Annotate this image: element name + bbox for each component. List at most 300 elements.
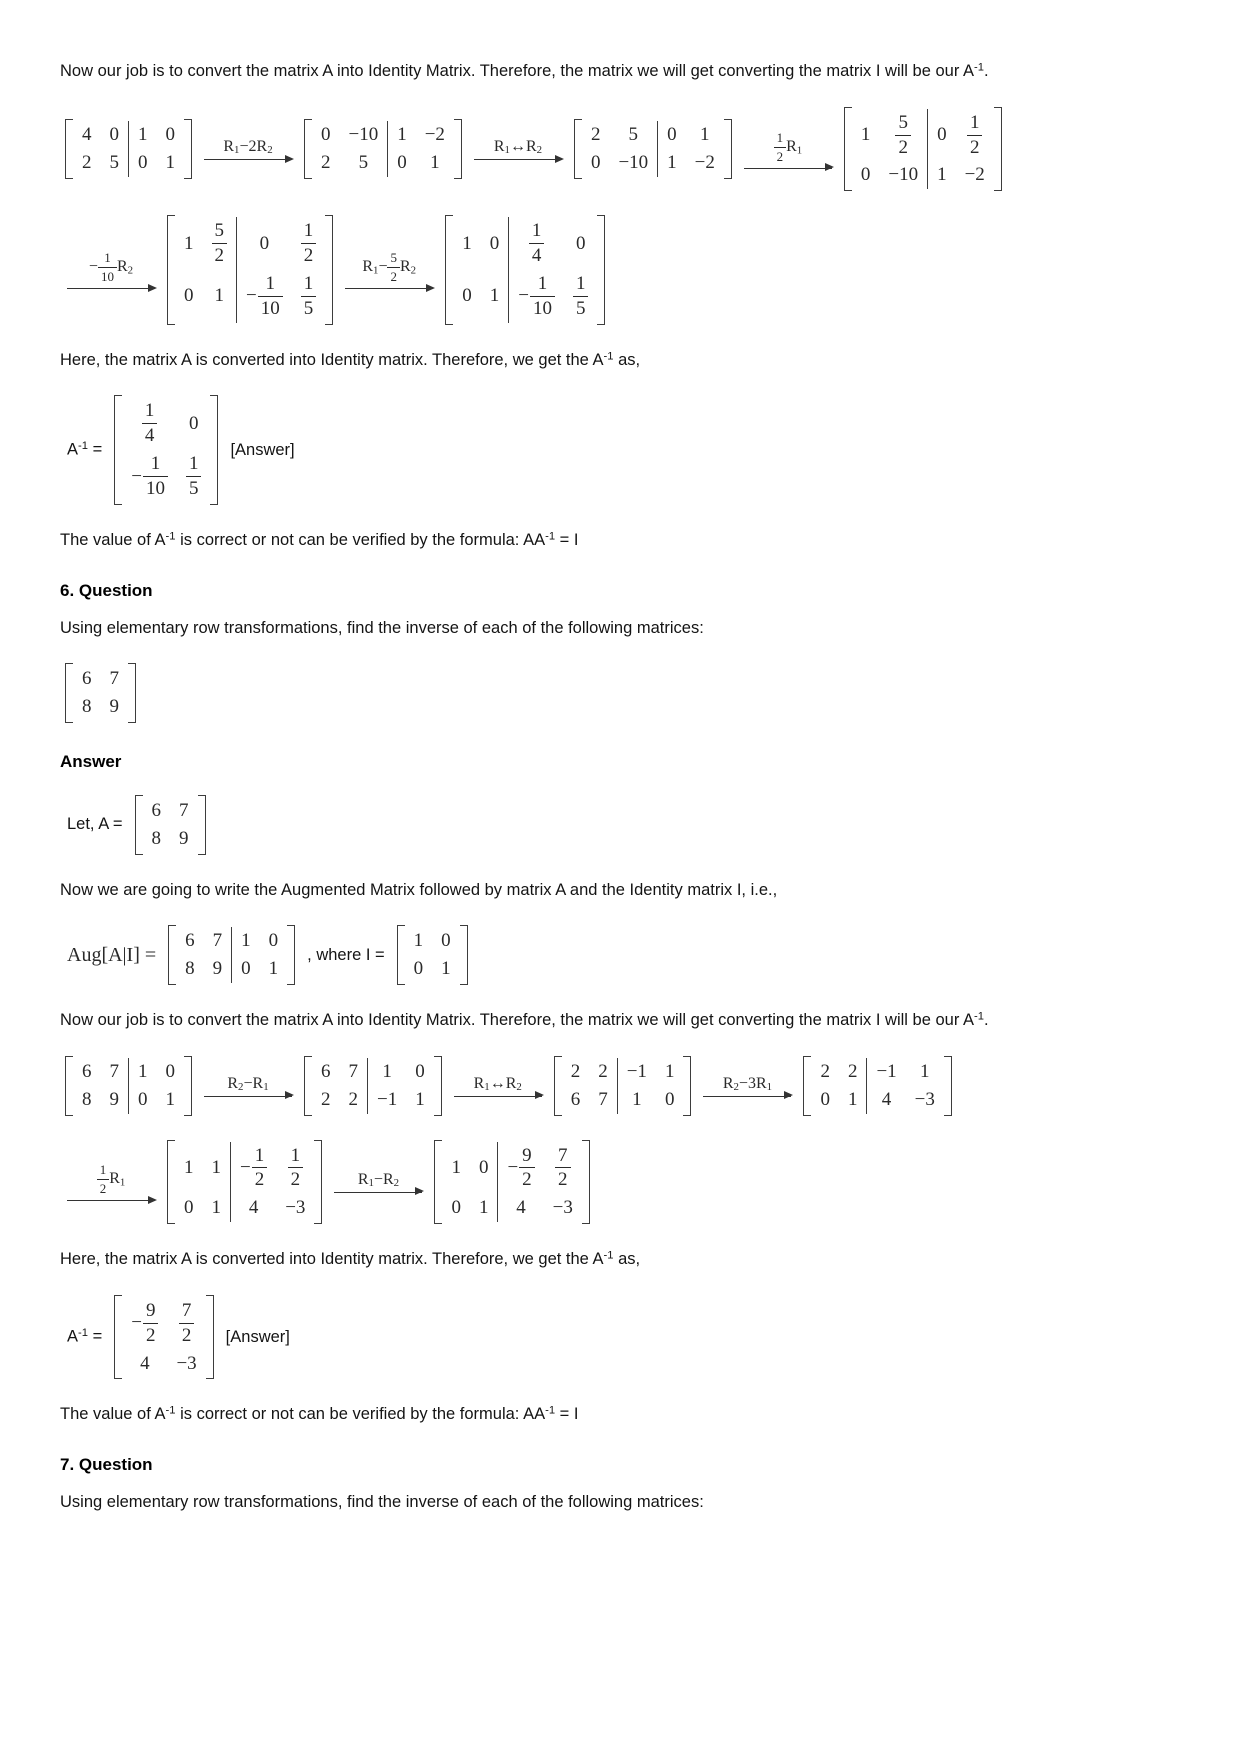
matrix-row bbox=[73, 149, 184, 177]
matrix-table bbox=[175, 217, 325, 322]
fraction bbox=[258, 273, 283, 320]
row-op-label: $\frac{1}{2}$ $R_1$ bbox=[92, 1162, 131, 1200]
fraction-numerator: 1 bbox=[575, 272, 586, 294]
matrix-cell: 1 bbox=[430, 152, 440, 174]
fraction-numerator: 1 bbox=[303, 220, 314, 242]
fraction bbox=[142, 400, 158, 447]
matrix-cell: −1 bbox=[368, 1086, 407, 1114]
matrix bbox=[554, 1055, 692, 1117]
negative-fraction bbox=[131, 453, 168, 500]
matrix-cell bbox=[879, 109, 927, 162]
fraction-denominator: 4 bbox=[142, 423, 158, 447]
matrix-cell: 1 bbox=[184, 1156, 194, 1178]
matrix-row bbox=[453, 217, 597, 270]
matrix-row bbox=[73, 1058, 184, 1086]
matrix-cell bbox=[177, 450, 211, 503]
q6-inverse-answer bbox=[60, 1294, 1180, 1381]
matrix-cell: 0 bbox=[184, 285, 194, 307]
matrix bbox=[304, 1055, 442, 1117]
matrix-cell: 0 bbox=[268, 930, 279, 952]
arrow-shaft bbox=[67, 1200, 155, 1201]
subscript: 2 bbox=[536, 144, 543, 157]
fraction-denominator: 2 bbox=[301, 243, 317, 267]
fraction bbox=[387, 250, 400, 285]
subscript: 2 bbox=[127, 264, 134, 277]
matrix-cell: 1 bbox=[214, 285, 224, 307]
fraction-numerator: 1 bbox=[144, 400, 155, 422]
matrix-table bbox=[453, 217, 597, 322]
matrix-cell: 5 bbox=[628, 124, 639, 146]
matrix bbox=[168, 924, 295, 986]
matrix-cell: 1 bbox=[451, 1156, 461, 1178]
minus-sign: − bbox=[131, 1312, 142, 1334]
subscript: 2 bbox=[516, 1080, 522, 1093]
matrix bbox=[397, 924, 468, 986]
matrix bbox=[167, 214, 333, 325]
fraction-denominator: 10 bbox=[98, 267, 117, 285]
fraction bbox=[555, 1145, 571, 1192]
matrix-cell bbox=[544, 1142, 582, 1195]
matrix-row bbox=[582, 149, 724, 177]
row-op-label: $R_1-2R_2$ bbox=[223, 137, 273, 157]
matrix-table bbox=[811, 1058, 943, 1114]
matrix-cell: 1 bbox=[700, 124, 710, 146]
matrix-cell: 4 bbox=[82, 124, 92, 146]
matrix-table bbox=[143, 797, 198, 853]
matrix-row bbox=[73, 121, 184, 149]
fraction bbox=[529, 220, 545, 267]
answer-heading: Answer bbox=[60, 751, 122, 771]
matrix-cell: 1 bbox=[413, 930, 424, 952]
matrix-cell: 1 bbox=[860, 124, 871, 146]
fraction bbox=[774, 130, 787, 165]
arrow-shaft bbox=[345, 288, 433, 289]
fraction-numerator: 1 bbox=[290, 1144, 301, 1166]
matrix bbox=[844, 106, 1002, 193]
fraction-numerator: 1 bbox=[537, 272, 548, 294]
minus-sign: − bbox=[131, 465, 142, 487]
q6-row-transformations-line-2 bbox=[60, 1139, 1180, 1226]
matrix-table bbox=[73, 121, 184, 177]
fraction-denominator: 2 bbox=[555, 1167, 571, 1191]
matrix-cell: 0 bbox=[129, 149, 157, 177]
matrix-cell bbox=[203, 217, 237, 270]
matrix-cell bbox=[292, 270, 326, 323]
fraction-numerator: 9 bbox=[145, 1299, 156, 1321]
matrix-cell: 0 bbox=[165, 124, 175, 146]
matrix bbox=[304, 118, 462, 180]
fraction-denominator: 5 bbox=[186, 476, 202, 500]
matrix-cell: 0 bbox=[928, 109, 956, 162]
matrix-cell: 0 bbox=[413, 958, 424, 980]
question-7-statement: Using elementary row transformations, find the inverse of each of the following matrices: bbox=[60, 1493, 704, 1512]
matrix-cell: 2 bbox=[321, 152, 331, 174]
fraction-numerator: 7 bbox=[558, 1144, 568, 1166]
matrix-row bbox=[405, 955, 460, 983]
subscript: 1 bbox=[796, 143, 803, 156]
q5-inverse-answer bbox=[60, 394, 1180, 505]
fraction bbox=[252, 1145, 268, 1192]
math-text: Let, A = bbox=[67, 815, 123, 834]
superscript: -1 bbox=[165, 530, 176, 543]
matrix-cell: 1 bbox=[658, 149, 686, 177]
matrix-cell bbox=[231, 1142, 277, 1195]
fraction-denominator: 10 bbox=[258, 296, 283, 320]
q6-identity-note: Here, the matrix A is converted into Identity matrix. Therefore, we get the $A^{-1}$ as, bbox=[60, 1249, 641, 1269]
row-op-arrow bbox=[204, 138, 292, 160]
matrix-cell: −2 bbox=[424, 124, 445, 146]
matrix-row bbox=[562, 1058, 684, 1086]
question-6-matrix bbox=[60, 662, 1180, 724]
matrix-cell: 0 bbox=[478, 1156, 489, 1178]
fraction-numerator: 9 bbox=[522, 1144, 532, 1166]
q5-identity-note: Here, the matrix A is converted into Identity matrix. Therefore, we get the $A^{-1}$ as, bbox=[60, 350, 641, 369]
matrix-row bbox=[122, 1297, 205, 1350]
matrix-cell: 8 bbox=[151, 827, 162, 849]
matrix-cell: 0 bbox=[658, 121, 686, 149]
matrix-cell bbox=[956, 109, 994, 162]
row-op-label: $R_1\leftrightarrow R_2$ bbox=[473, 1074, 522, 1093]
arrow-shaft bbox=[454, 1096, 542, 1097]
matrix-cell: −10 bbox=[618, 152, 649, 174]
q6-let-a bbox=[60, 794, 1180, 856]
matrix bbox=[135, 794, 206, 856]
q5-row-transformations-line-2 bbox=[60, 214, 1180, 325]
matrix-cell: 1 bbox=[388, 121, 416, 149]
matrix-cell bbox=[292, 217, 326, 270]
fraction bbox=[143, 1300, 159, 1347]
matrix-cell: 7 bbox=[348, 1060, 358, 1082]
matrix bbox=[114, 394, 218, 505]
row-op-arrow bbox=[454, 1075, 542, 1097]
superscript: -1 bbox=[78, 440, 88, 453]
matrix-cell: 2 bbox=[82, 152, 92, 174]
fraction bbox=[967, 112, 983, 159]
matrix-cell: −1 bbox=[617, 1058, 656, 1086]
question-7-heading: 7. Question bbox=[60, 1455, 153, 1475]
subscript: 2 bbox=[733, 1080, 739, 1093]
matrix-cell: 2 bbox=[348, 1088, 358, 1110]
fraction-numerator: 5 bbox=[390, 250, 397, 266]
matrix-row bbox=[73, 693, 128, 721]
fraction-denominator: 5 bbox=[573, 296, 589, 320]
matrix-cell: 6 bbox=[151, 799, 162, 821]
matrix-cell: 0 bbox=[451, 1197, 461, 1219]
matrix-cell: 8 bbox=[185, 958, 195, 980]
matrix-cell: 9 bbox=[109, 1088, 119, 1110]
minus-sign: − bbox=[507, 1156, 519, 1178]
subscript: 1 bbox=[263, 1080, 269, 1093]
subscript: 2 bbox=[393, 1176, 400, 1189]
matrix-row bbox=[143, 825, 198, 853]
row-op-label: − $\frac{1}{10}$ $R_2$ bbox=[88, 250, 134, 285]
matrix-cell: −3 bbox=[552, 1197, 573, 1219]
matrix-cell bbox=[276, 1142, 314, 1195]
matrix-cell: 2 bbox=[321, 1088, 331, 1110]
superscript: -1 bbox=[603, 350, 614, 363]
matrix bbox=[65, 1055, 192, 1117]
intro-paragraph: Now our job is to convert the matrix A into Identity Matrix. Therefore, the matrix we will get converting the matrix I will be our $A^{-1}$. bbox=[60, 61, 989, 80]
matrix-cell: −1 bbox=[867, 1058, 906, 1086]
math-text: Aug[A|I] = bbox=[67, 943, 157, 966]
matrix-row bbox=[852, 109, 994, 162]
matrix-cell: 1 bbox=[920, 1060, 930, 1082]
matrix-row bbox=[175, 270, 325, 323]
matrix bbox=[434, 1139, 589, 1226]
subscript: 1 bbox=[119, 1176, 126, 1189]
matrix-cell: 6 bbox=[185, 930, 195, 952]
matrix-cell: 0 bbox=[188, 412, 199, 434]
matrix-table bbox=[122, 1297, 205, 1378]
matrix-cell: 2 bbox=[570, 1060, 581, 1082]
arrow-shaft bbox=[334, 1192, 422, 1193]
fraction bbox=[895, 112, 911, 159]
matrix-cell: −3 bbox=[285, 1197, 306, 1219]
row-op-arrow bbox=[474, 138, 562, 160]
row-op-label: $R_2-3R_1$ bbox=[722, 1074, 773, 1093]
fraction bbox=[212, 220, 228, 267]
row-op-label: $R_2-R_1$ bbox=[227, 1074, 269, 1093]
matrix-cell: −10 bbox=[348, 124, 379, 146]
q5-verification-note: The value of $A^{-1}$ is correct or not can be verified by the formula: $AA^{-1} = I$ bbox=[60, 530, 579, 549]
matrix-cell: 0 bbox=[165, 1060, 175, 1082]
matrix bbox=[167, 1139, 322, 1226]
row-op-arrow bbox=[703, 1075, 791, 1097]
fraction bbox=[97, 1162, 110, 1197]
matrix-row bbox=[73, 665, 128, 693]
matrix-row bbox=[312, 1058, 434, 1086]
matrix-row bbox=[582, 121, 724, 149]
matrix-cell: 1 bbox=[129, 1058, 157, 1086]
matrix-cell: 1 bbox=[928, 161, 956, 189]
row-op-arrow bbox=[345, 250, 433, 289]
fraction-denominator: 2 bbox=[179, 1323, 195, 1347]
matrix-cell: 1 bbox=[664, 1060, 675, 1082]
matrix-cell: 8 bbox=[82, 696, 92, 718]
matrix-table bbox=[312, 1058, 434, 1114]
matrix-cell: 1 bbox=[462, 232, 472, 254]
matrix-cell: 4 bbox=[140, 1352, 150, 1374]
fraction-denominator: 2 bbox=[967, 135, 983, 159]
matrix bbox=[65, 118, 192, 180]
matrix-table bbox=[73, 665, 128, 721]
fraction-denominator: 10 bbox=[143, 476, 168, 500]
arrow-shaft bbox=[204, 159, 292, 160]
fraction-numerator: 1 bbox=[969, 111, 980, 133]
matrix-table bbox=[122, 397, 210, 502]
fraction-numerator: 5 bbox=[898, 111, 908, 133]
matrix-table bbox=[312, 121, 454, 177]
matrix-cell: 1 bbox=[368, 1058, 407, 1086]
negative-fraction bbox=[240, 1145, 267, 1192]
matrix-cell: 1 bbox=[232, 927, 260, 955]
fraction-numerator: 1 bbox=[150, 453, 161, 475]
matrix-cell: 8 bbox=[82, 1088, 92, 1110]
fraction-denominator: 2 bbox=[387, 267, 400, 285]
matrix-row bbox=[176, 955, 287, 983]
matrix-row bbox=[175, 217, 325, 270]
matrix-row bbox=[73, 1086, 184, 1114]
matrix-cell: 2 bbox=[598, 1060, 608, 1082]
fraction bbox=[301, 220, 317, 267]
matrix-table bbox=[562, 1058, 684, 1114]
matrix-table bbox=[442, 1142, 581, 1223]
arrow-shaft bbox=[204, 1096, 292, 1097]
matrix-cell: 5 bbox=[358, 152, 369, 174]
matrix-row bbox=[312, 1086, 434, 1114]
fraction-numerator: 1 bbox=[265, 272, 275, 294]
matrix-cell: 7 bbox=[109, 1060, 119, 1082]
fraction bbox=[179, 1300, 195, 1347]
matrix-row bbox=[175, 1142, 314, 1195]
matrix-cell bbox=[122, 450, 177, 503]
matrix-row bbox=[442, 1194, 581, 1222]
matrix bbox=[574, 118, 732, 180]
matrix-row bbox=[122, 1350, 205, 1378]
matrix-cell: 1 bbox=[184, 232, 194, 254]
fraction-numerator: 1 bbox=[531, 220, 542, 242]
fraction-denominator: 2 bbox=[212, 243, 228, 267]
row-op-arrow bbox=[67, 250, 155, 289]
matrix-cell: 7 bbox=[109, 668, 119, 690]
fraction bbox=[573, 273, 589, 320]
matrix-cell: 0 bbox=[489, 232, 500, 254]
math-text: [Answer] bbox=[225, 1327, 290, 1346]
subscript: 1 bbox=[368, 1176, 374, 1189]
row-op-label: $R_1-$ $\frac{5}{2}$ $R_2$ bbox=[362, 250, 417, 285]
matrix-cell bbox=[167, 1297, 205, 1350]
fraction-denominator: 2 bbox=[895, 135, 911, 159]
matrix-cell: 0 bbox=[664, 1088, 675, 1110]
matrix-row bbox=[175, 1194, 314, 1222]
matrix-cell: 9 bbox=[179, 827, 189, 849]
subscript: 1 bbox=[484, 1080, 490, 1093]
minus-sign: − bbox=[240, 1156, 251, 1178]
q6-augmented-intro: Now we are going to write the Augmented Matrix followed by matrix A and the Identity matrix I, i.e., bbox=[60, 880, 778, 899]
negative-fraction bbox=[246, 273, 283, 320]
matrix bbox=[114, 1294, 213, 1381]
matrix-cell: 7 bbox=[598, 1088, 608, 1110]
question-6-heading: 6. Question bbox=[60, 580, 153, 600]
matrix-cell: 6 bbox=[570, 1088, 581, 1110]
subscript: 1 bbox=[234, 144, 240, 157]
subscript: 2 bbox=[238, 1080, 244, 1093]
q6-augmented-definition bbox=[60, 924, 1180, 986]
fraction-numerator: 1 bbox=[303, 272, 314, 294]
fraction-denominator: 5 bbox=[301, 296, 317, 320]
matrix-cell bbox=[564, 270, 598, 323]
matrix-cell: 0 bbox=[388, 149, 416, 177]
superscript: -1 bbox=[78, 1327, 88, 1340]
matrix-cell: 1 bbox=[478, 1197, 489, 1219]
matrix-cell: 7 bbox=[179, 799, 189, 821]
matrix-cell: 4 bbox=[231, 1194, 277, 1222]
arrow-shaft bbox=[744, 168, 832, 169]
matrix-cell: 6 bbox=[82, 668, 92, 690]
matrix-cell: 0 bbox=[184, 1197, 194, 1219]
negative-fraction bbox=[518, 273, 555, 320]
matrix-cell: 4 bbox=[867, 1086, 906, 1114]
matrix-cell: 9 bbox=[212, 958, 223, 980]
matrix-cell: 1 bbox=[211, 1197, 221, 1219]
negative-fraction bbox=[507, 1145, 534, 1192]
matrix-cell: 2 bbox=[590, 124, 601, 146]
matrix-table bbox=[73, 1058, 184, 1114]
matrix-cell: 6 bbox=[321, 1060, 331, 1082]
superscript: -1 bbox=[545, 1404, 556, 1417]
math-text: , where I = bbox=[307, 945, 385, 964]
matrix-row bbox=[312, 149, 454, 177]
fraction-numerator: 1 bbox=[254, 1144, 265, 1166]
fraction bbox=[186, 453, 202, 500]
fraction bbox=[530, 273, 555, 320]
fraction-denominator: 2 bbox=[97, 1179, 110, 1197]
matrix-row bbox=[143, 797, 198, 825]
matrix bbox=[445, 214, 605, 325]
arrow-shaft bbox=[703, 1096, 791, 1097]
matrix-cell bbox=[498, 1142, 544, 1195]
negative-fraction bbox=[131, 1300, 158, 1347]
matrix-table bbox=[405, 927, 460, 983]
superscript: -1 bbox=[545, 530, 556, 543]
matrix-cell: −3 bbox=[176, 1352, 197, 1374]
subscript: 2 bbox=[410, 264, 417, 277]
matrix-cell: 0 bbox=[462, 285, 472, 307]
matrix-row bbox=[176, 927, 287, 955]
matrix-cell: 1 bbox=[415, 1088, 425, 1110]
matrix-row bbox=[122, 450, 210, 503]
matrix-row bbox=[122, 397, 210, 450]
matrix-row bbox=[811, 1058, 943, 1086]
superscript: -1 bbox=[974, 1010, 984, 1023]
matrix-cell: 1 bbox=[165, 1088, 175, 1110]
matrix-cell: 7 bbox=[212, 930, 223, 952]
fraction-numerator: 5 bbox=[214, 220, 224, 242]
matrix bbox=[803, 1055, 951, 1117]
matrix-cell: 2 bbox=[820, 1060, 830, 1082]
matrix-cell: 6 bbox=[82, 1060, 92, 1082]
matrix-cell: 0 bbox=[237, 217, 292, 270]
matrix-cell: 9 bbox=[109, 696, 119, 718]
matrix-row bbox=[453, 270, 597, 323]
fraction bbox=[98, 250, 117, 285]
matrix-cell: 1 bbox=[441, 958, 451, 980]
arrow-shaft bbox=[474, 159, 562, 160]
matrix-cell bbox=[509, 217, 564, 270]
matrix-cell: 0 bbox=[321, 124, 331, 146]
fraction bbox=[301, 273, 317, 320]
matrix-cell: −2 bbox=[694, 152, 715, 174]
matrix-cell: 1 bbox=[165, 152, 175, 174]
matrix-cell bbox=[122, 1297, 167, 1350]
row-op-arrow bbox=[67, 1162, 155, 1201]
matrix-row bbox=[312, 121, 454, 149]
matrix-cell: 0 bbox=[109, 124, 119, 146]
arrow-shaft bbox=[67, 288, 155, 289]
q6-row-transformations-line-1 bbox=[60, 1055, 1180, 1117]
fraction-numerator: 1 bbox=[188, 453, 199, 475]
matrix-cell: 0 bbox=[860, 164, 871, 186]
fraction-denominator: 2 bbox=[519, 1167, 535, 1191]
q5-row-transformations-line-1 bbox=[60, 106, 1180, 193]
matrix-row bbox=[442, 1142, 581, 1195]
matrix-cell: 0 bbox=[441, 930, 451, 952]
matrix-table bbox=[175, 1142, 314, 1223]
matrix-cell: 0 bbox=[575, 232, 586, 254]
fraction-numerator: 1 bbox=[776, 129, 784, 145]
matrix-cell: 1 bbox=[268, 958, 279, 980]
row-op-arrow bbox=[744, 130, 832, 169]
